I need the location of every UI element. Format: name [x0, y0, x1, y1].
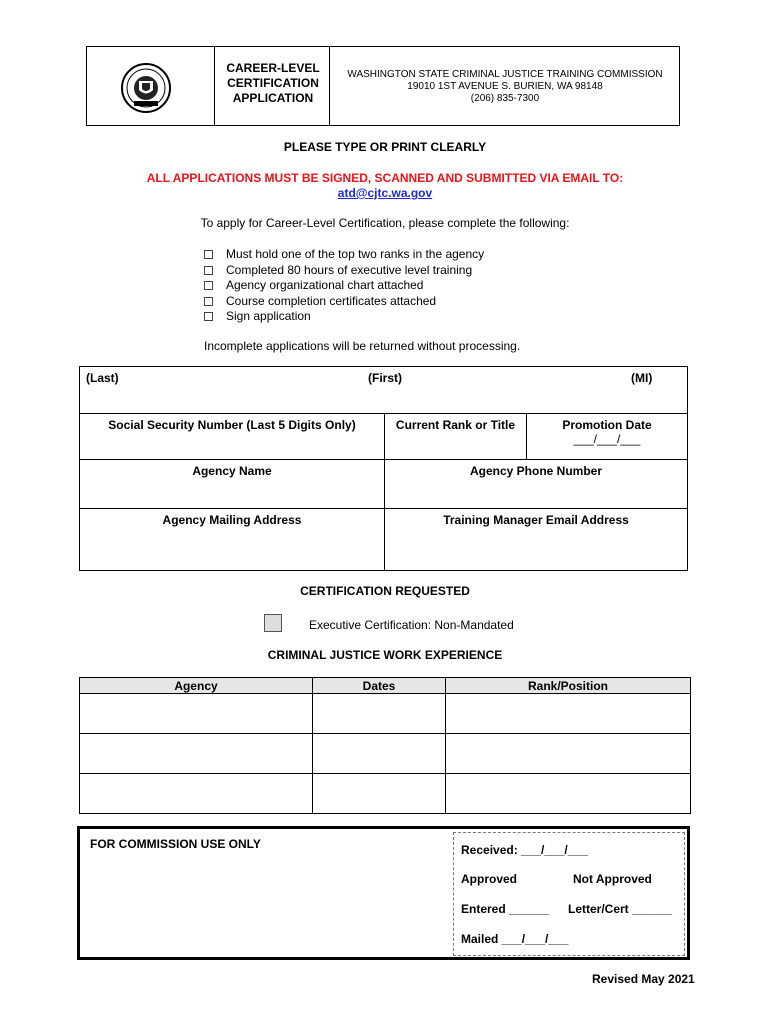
dates-cell[interactable]	[313, 774, 446, 814]
work-experience-table	[79, 677, 691, 814]
rank-cell[interactable]	[446, 774, 691, 814]
table-row	[80, 774, 691, 814]
header-divider	[329, 47, 330, 125]
column-header-agency: Agency	[80, 678, 313, 694]
rank-cell[interactable]	[446, 694, 691, 734]
checklist-item	[204, 263, 484, 279]
organization-info	[331, 69, 679, 105]
checkbox[interactable]	[204, 250, 213, 259]
agency-cell[interactable]	[80, 774, 313, 814]
print-clearly-notice: PLEASE TYPE OR PRINT CLEARLY	[283, 140, 487, 154]
manager-email-label: Training Manager Email Address	[443, 513, 629, 527]
checklist-item	[204, 247, 484, 263]
checkbox[interactable]	[204, 266, 213, 275]
agency-name-field[interactable]	[80, 460, 385, 509]
dates-cell[interactable]	[313, 734, 446, 774]
submit-notice: ALL APPLICATIONS MUST BE SIGNED, SCANNED AND SUBMITTED VIA EMAIL TO:	[146, 171, 624, 185]
dates-cell[interactable]	[313, 694, 446, 734]
checklist-label: Sign application	[226, 309, 311, 323]
entered-field: Entered ______	[461, 902, 550, 916]
agency-phone-field[interactable]	[385, 460, 688, 509]
mailed-date: Mailed ___/___/___	[461, 932, 569, 946]
form-title	[217, 61, 329, 106]
executive-certification-label: Executive Certification: Non-Mandated	[309, 618, 514, 632]
submission-email-link[interactable]: atd@cjtc.wa.gov	[337, 186, 433, 200]
incomplete-note: Incomplete applications will be returned without processing.	[204, 339, 521, 353]
rank-label: Current Rank or Title	[395, 418, 516, 432]
checklist-label: Agency organizational chart attached	[226, 278, 424, 292]
checkbox[interactable]	[204, 297, 213, 306]
checklist-item	[204, 309, 484, 325]
applicant-info-table	[79, 366, 688, 571]
approved-label: Approved	[461, 872, 518, 886]
organization-address: 19010 1ST AVENUE S. BURIEN, WA 98148	[407, 81, 603, 92]
promotion-date-label: Promotion Date	[562, 418, 652, 432]
name-field[interactable]	[80, 367, 688, 414]
checklist-item	[204, 294, 484, 310]
rank-field[interactable]	[385, 414, 527, 460]
experience-heading: CRIMINAL JUSTICE WORK EXPERIENCE	[267, 648, 503, 662]
letter-cert-field: Letter/Cert ______	[568, 902, 673, 916]
commission-use-label: FOR COMMISSION USE ONLY	[90, 837, 261, 851]
checklist-item	[204, 278, 484, 294]
requirements-checklist	[204, 247, 484, 325]
ssn-field[interactable]	[80, 414, 385, 460]
commission-use-box	[77, 826, 690, 960]
executive-certification-checkbox[interactable]	[264, 614, 282, 632]
agency-cell[interactable]	[80, 734, 313, 774]
mailing-address-label: Agency Mailing Address	[162, 513, 302, 527]
agency-cell[interactable]	[80, 694, 313, 734]
commission-seal-logo	[120, 61, 172, 115]
organization-name: WASHINGTON STATE CRIMINAL JUSTICE TRAINING COMMISSION	[347, 69, 663, 80]
agency-name-label: Agency Name	[192, 464, 272, 478]
revision-date: Revised May 2021	[592, 972, 695, 986]
commission-status-panel	[453, 832, 685, 956]
table-row	[80, 694, 691, 734]
column-header-rank: Rank/Position	[446, 678, 691, 694]
title-line: CERTIFICATION	[227, 76, 319, 90]
form-header	[86, 46, 680, 126]
not-approved-label: Not Approved	[573, 872, 652, 886]
received-date: Received: ___/___/___	[461, 843, 588, 857]
header-divider	[214, 47, 215, 125]
title-line: CAREER-LEVEL	[226, 61, 320, 75]
rank-cell[interactable]	[446, 734, 691, 774]
column-header-dates: Dates	[313, 678, 446, 694]
mailing-address-field[interactable]	[80, 509, 385, 571]
checkbox[interactable]	[204, 312, 213, 321]
title-line: APPLICATION	[232, 91, 314, 105]
certification-heading: CERTIFICATION REQUESTED	[300, 584, 470, 598]
checklist-label: Must hold one of the top two ranks in the agency	[226, 247, 485, 261]
last-name-label: (Last)	[86, 371, 119, 385]
checklist-label: Course completion certificates attached	[226, 293, 437, 308]
ssn-label: Social Security Number (Last 5 Digits Only)	[108, 418, 356, 432]
agency-phone-label: Agency Phone Number	[469, 464, 603, 478]
promotion-date-field[interactable]	[527, 414, 688, 460]
table-row	[80, 734, 691, 774]
manager-email-field[interactable]	[385, 509, 688, 571]
promotion-date-blank: ___/___/___	[573, 432, 641, 446]
checklist-label: Completed 80 hours of executive level training	[226, 262, 473, 277]
checkbox[interactable]	[204, 281, 213, 290]
organization-phone: (206) 835-7300	[470, 93, 540, 104]
first-name-label: (First)	[368, 371, 402, 385]
middle-initial-label: (MI)	[631, 371, 653, 385]
instructions-intro: To apply for Career-Level Certification, please complete the following:	[200, 216, 570, 230]
